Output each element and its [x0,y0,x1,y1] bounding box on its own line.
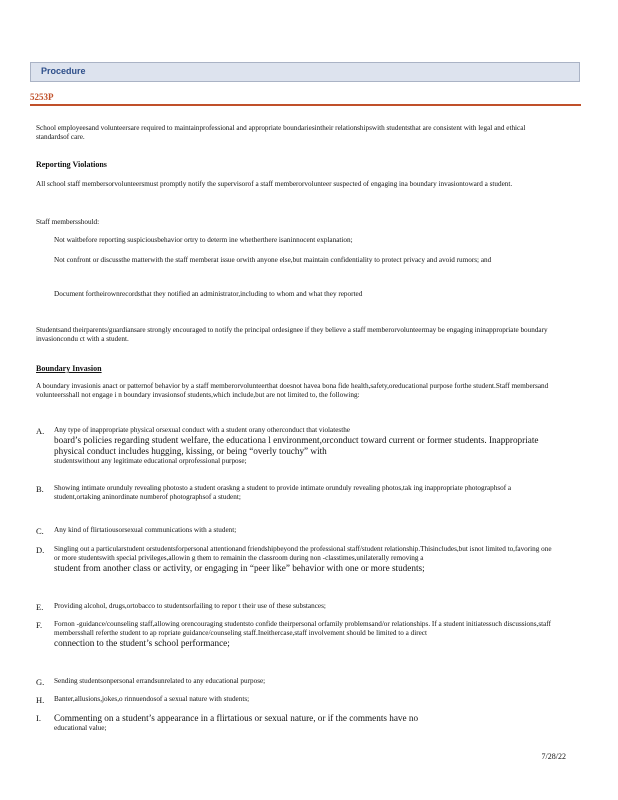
list-item-text: connection to the student’s school performance; [54,638,230,648]
list-item-g: Sending studentsonpersonal errandsunrelated to any educational purpose; [54,677,266,685]
intro-paragraph: School employeesand volunteersare required to maintainprofessional and appropriate boundariesintheir relationshipswith studentsthat are consistent with legal and ethical standardsof care. [36,124,526,141]
policy-code: 5253P [30,92,54,102]
list-label: C. [36,526,44,536]
boundary-invasion-paragraph: A boundary invasionis anact or patternof behavior by a staff memberorvolunteerthat doesnot havea bona fide health,safety,oreducational purpose forthe student.Staff membersand volunteersshall not engage i n boundary invasionsof students,which include,but are not limited to, the following: [36,382,549,399]
list-label: F. [36,620,43,630]
procedure-title: Procedure [41,66,86,76]
list-item-i [54,713,554,733]
reporting-paragraph: All school staff membersorvolunteersmust promptly notify the supervisorof a staff memberorvolunteer suspected of engaging ina boundary invasiontoward a student. [36,180,513,188]
bullet-item: Document fortheirownrecordsthat they notified an administrator,including to whom and what they reported [54,290,363,298]
staff-should-label: Staff membersshould: [36,218,100,226]
footer-date: 7/28/22 [541,752,566,761]
list-item-f [54,620,554,649]
bullet-item: Not confront or discussthe matterwith the staff memberat issue orwith anyone else,but maintain confidentiality to protect privacy and avoid rumors; and [54,256,492,264]
list-item-d [54,545,554,574]
bullet-item: Not waitbefore reporting suspiciousbehavior ortry to determ ine whetherthere isaninnocent explanation; [54,236,353,244]
list-item-text: board’s policies regarding student welfare, the educationa l environment,orconduct toward current or former students. Inappropriate physical conduct includes hugging, kissing, or being “overly touchy” with [54,435,539,456]
list-item-text: Any type of inappropriate physical orsexual conduct with a student orany otherconduct that violatesthe [54,426,351,434]
list-item-h: Banter,allusions,jokes,o rinnuendosof a sexual nature with students; [54,695,250,703]
list-item-text: Fornon -guidance/counseling staff,allowing orencouraging studentsto confide theirpersonal orfamily problemsand/or relationships. If a student initiatessuch discussions,staff membersshall referthe student to ap ropriate guidance/counseling staff.Ineithercase,staff involvement should be limited to a direct [54,620,551,637]
boundary-invasion-heading: Boundary Invasion [36,364,102,373]
list-item-text: Commenting on a student’s appearance in a flirtatious or sexual nature, or if the comments have no [54,713,419,723]
list-label: A. [36,426,45,436]
list-label: G. [36,677,45,687]
list-label: H. [36,695,45,705]
list-item-a [54,426,554,466]
list-item-text: Singling out a particularstudent orstudentsforpersonal attentionand friendshipbeyond the professional staff/student relationship.Thisincludes,but isnot limited to,favoring one or more studentswith special privileges,allowin g them to remainin the classroom during non -classtimes,unilaterally removing a [54,545,552,562]
list-label: B. [36,484,44,494]
list-label: D. [36,545,45,555]
list-item-text: student from another class or activity, or engaging in “peer like” behavior with one or more students; [54,563,425,573]
list-item-text: educational value; [54,724,107,732]
list-item-text: studentswithout any legitimate educational orprofessional purpose; [54,457,247,465]
procedure-header-bar [30,62,580,82]
list-item-b: Showing intimate orunduly revealing photosto a student oraskng a student to provide intimate orunduly revealing photos,tak ing inappropriate photographsof a student,ortaking aninordinate numberof photographsof a student; [54,484,512,501]
reporting-heading: Reporting Violations [36,160,107,169]
list-item-c: Any kind of flirtatiousorsexual communications with a student; [54,526,237,534]
list-item-e: Providing alcohol, drugs,ortobacco to studentsorfailing to repor t their use of these substances; [54,602,326,610]
list-label: E. [36,602,44,612]
students-paragraph: Studentsand theirparents/guardiansare strongly encouraged to notify the principal ordesignee if they believe a staff memberorvolunteermay be engaging ininappropriate boundary invasioncondu ct with a student. [36,326,548,343]
list-label: I. [36,713,41,723]
header-divider [30,104,581,106]
